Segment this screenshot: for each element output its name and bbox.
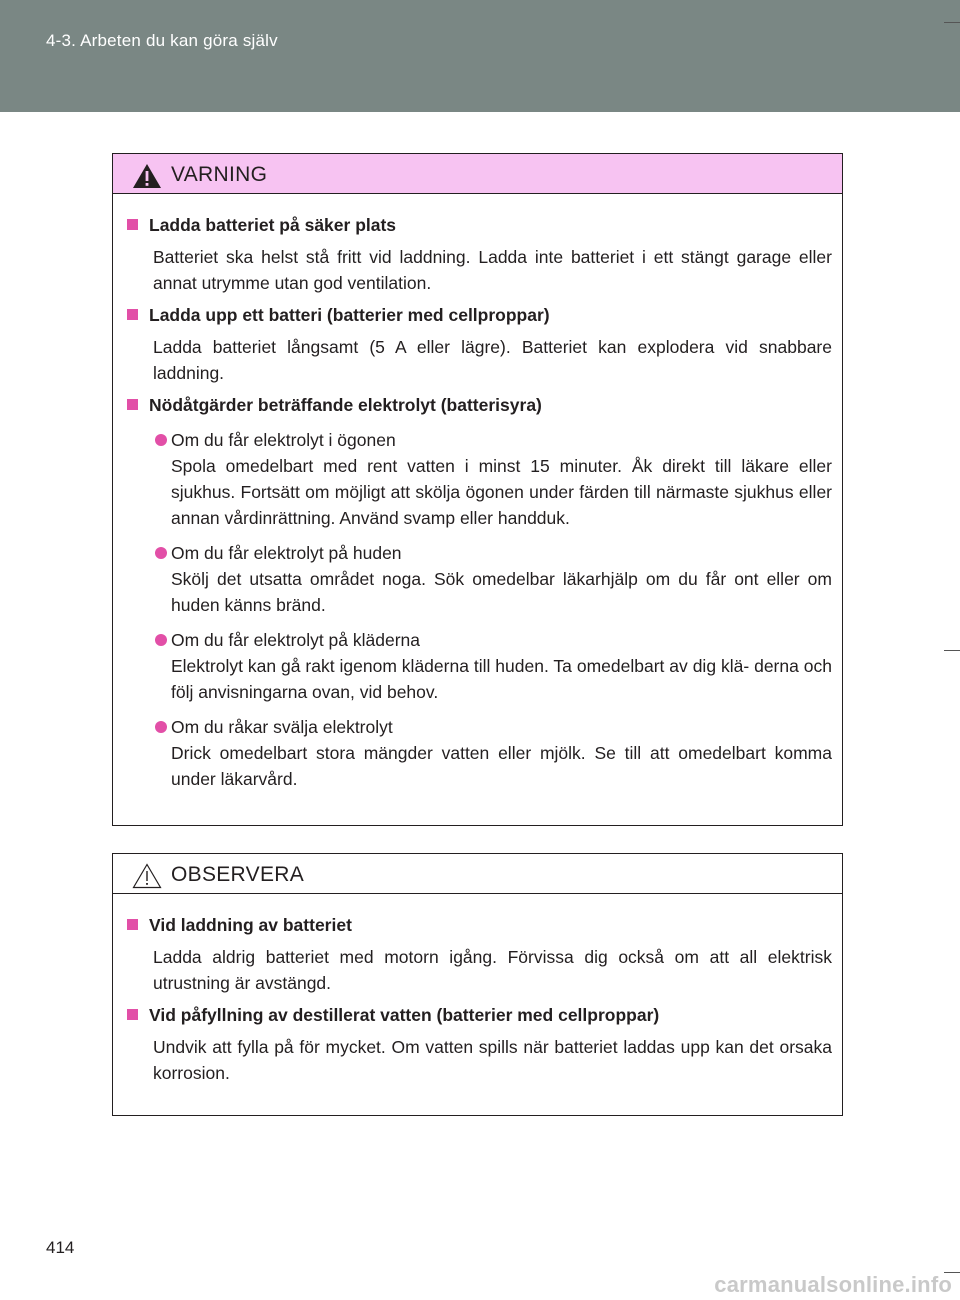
- section-heading: Vid påfyllning av destillerat vatten (batterier med cellproppar): [127, 1002, 832, 1028]
- page-number: 414: [46, 1238, 75, 1257]
- bullet-title: Om du råkar svälja elektrolyt: [171, 717, 393, 737]
- square-bullet-icon: [127, 309, 138, 320]
- section-text: Ladda batteriet långsamt (5 A eller lägre). Batteriet kan explodera vid snabbare laddning.: [153, 337, 832, 383]
- square-bullet-icon: [127, 1009, 138, 1020]
- round-bullet-icon: [155, 634, 167, 646]
- list-item: [127, 627, 832, 705]
- section-heading: Nödåtgärder beträffande elektrolyt (batterisyra): [127, 392, 832, 418]
- section-text: Ladda aldrig batteriet med motorn igång. Förvissa dig också om att all elektrisk utrustning är avstängd.: [153, 947, 832, 993]
- bullet-text: Elektrolyt kan gå rakt igenom kläderna till huden. Ta omedelbart av dig klä- derna och följ anvisningarna ovan, vid behov.: [171, 656, 832, 702]
- warning-box: [112, 153, 843, 826]
- square-bullet-icon: [127, 919, 138, 930]
- warning-title: VARNING: [171, 163, 268, 186]
- bullet-text: Drick omedelbart stora mängder vatten eller mjölk. Se till att omedelbart komma under läkarvård.: [171, 743, 832, 789]
- round-bullet-icon: [155, 547, 167, 559]
- list-item: [127, 714, 832, 792]
- round-bullet-icon: [155, 434, 167, 446]
- section-heading: Ladda batteriet på säker plats: [127, 212, 832, 238]
- section-heading: Vid laddning av batteriet: [127, 912, 832, 938]
- crop-mark: [944, 22, 960, 23]
- notice-title: OBSERVERA: [171, 863, 305, 886]
- section-heading: Ladda upp ett batteri (batterier med cellproppar): [127, 302, 832, 328]
- notice-box: [112, 853, 843, 1116]
- list-item: [127, 540, 832, 618]
- crop-mark: [944, 650, 960, 651]
- bullet-title: Om du får elektrolyt på kläderna: [171, 630, 421, 650]
- warning-outline-triangle-icon: [132, 863, 162, 889]
- bullet-title: Om du får elektrolyt på huden: [171, 543, 402, 563]
- warning-filled-triangle-icon: [132, 163, 162, 189]
- bullet-text: Spola omedelbart med rent vatten i minst 15 minuter. Åk direkt till läkare eller sjukhus. Fortsätt om möjligt att skölja ögonen under färden till närmaste sjukhus eller annan vårdinrättning. Använd svamp eller handduk.: [171, 456, 832, 528]
- warning-header: [113, 154, 842, 194]
- notice-header: [113, 854, 842, 894]
- watermark: carmanualsonline.info: [714, 1272, 952, 1297]
- bullet-text: Skölj det utsatta området noga. Sök omedelbar läkarhjälp om du får ont eller om huden känns bränd.: [171, 569, 832, 615]
- list-item: [127, 427, 832, 531]
- section-text: Undvik att fylla på för mycket. Om vatten spills när batteriet laddas upp kan det orsaka korrosion.: [153, 1037, 832, 1083]
- round-bullet-icon: [155, 721, 167, 733]
- bullet-title: Om du får elektrolyt i ögonen: [171, 430, 396, 450]
- section-title: 4-3. Arbeten du kan göra själv: [46, 31, 278, 50]
- notice-body: [113, 894, 842, 1086]
- header-band: [0, 0, 960, 112]
- warning-body: [113, 194, 842, 792]
- square-bullet-icon: [127, 399, 138, 410]
- square-bullet-icon: [127, 219, 138, 230]
- section-text: Batteriet ska helst stå fritt vid laddning. Ladda inte batteriet i ett stängt garage eller annat utrymme utan god ventilation.: [153, 247, 832, 293]
